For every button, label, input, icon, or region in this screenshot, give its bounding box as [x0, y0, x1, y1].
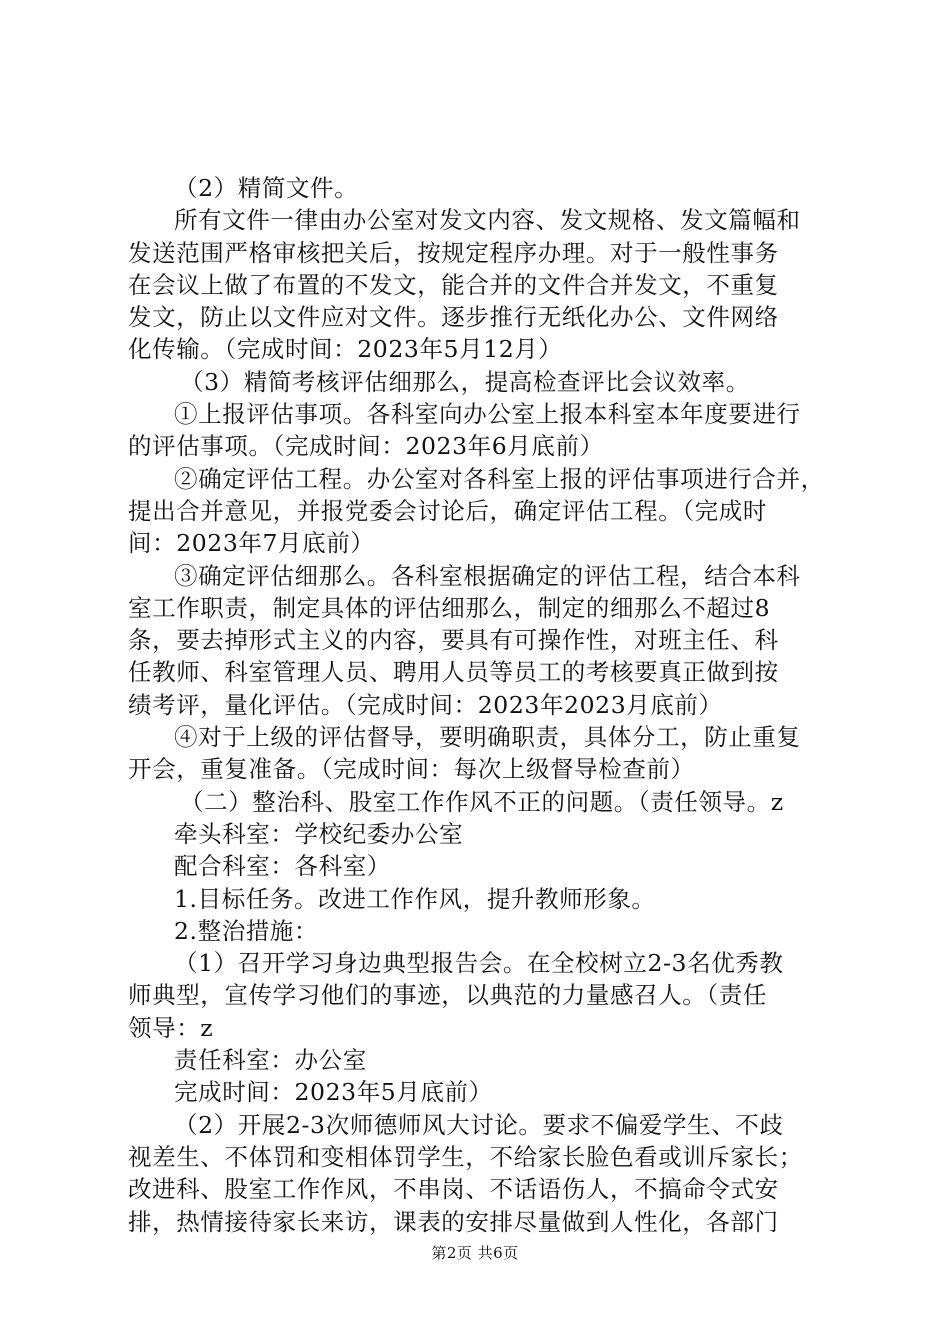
- text-line: 的评估事项。（完成时间：2023年6月底前）: [128, 432, 604, 461]
- text-line: 责任科室：办公室: [174, 1046, 367, 1075]
- text-line: 师典型，宣传学习他们的事迹，以典范的力量感召人。（责任: [128, 981, 767, 1010]
- text-line: 2.整治措施：: [174, 916, 319, 945]
- text-line: 配合科室：各科室）: [174, 852, 391, 881]
- text-line: （二）整治科、股室工作作风不正的问题。（责任领导。z: [180, 787, 784, 816]
- page-number-footer: 第2页 共6页: [431, 1244, 519, 1262]
- text-line: 开会，重复准备。（完成时间：每次上级督导检查前）: [128, 755, 695, 784]
- text-line: 发送范围严格审核把关后，按规定程序办理。对于一般性事务: [128, 238, 779, 267]
- paragraph: [128, 721, 840, 786]
- text-line: （1）召开学习身边典型报告会。在全校树立2-3名优秀教: [174, 949, 784, 978]
- paragraph: [128, 786, 840, 818]
- text-line: 任教师、科室管理人员、聘用人员等员工的考核要真正做到按: [128, 658, 779, 687]
- text-line: 绩考评，量化评估。（完成时间：2023年2023月底前）: [128, 690, 723, 719]
- text-line: 间：2023年7月底前）: [128, 529, 375, 558]
- text-line: ②确定评估工程。办公室对各科室上报的评估事项进行合并，: [174, 464, 825, 493]
- text-line: 提出合并意见，并报党委会讨论后，确定评估工程。（完成时: [128, 496, 767, 525]
- text-line: 条，要去掉形式主义的内容，要具有可操作性，对班主任、科: [128, 626, 779, 655]
- text-line: ①上报评估事项。各科室向办公室上报本科室本年度要进行: [174, 400, 801, 429]
- paragraph: [128, 947, 840, 1044]
- text-line: （2）开展2-3次师德师风大讨论。要求不偏爱学生、不歧: [174, 1110, 784, 1139]
- text-line: 所有文件一律由办公室对发文内容、发文规格、发文篇幅和: [174, 206, 801, 235]
- text-line: 排，热情接待家长来访，课表的安排尽量做到人性化，各部门: [128, 1207, 779, 1236]
- paragraph: [128, 204, 840, 365]
- text-line: （2）精简文件。: [174, 174, 359, 202]
- text-line: 在会议上做了布置的不发文，能合并的文件合并发文，不重复: [128, 270, 779, 299]
- paragraph: [128, 1044, 840, 1076]
- text-line: 领导：z: [128, 1013, 214, 1042]
- paragraph: [128, 883, 840, 915]
- text-line: 室工作职责，制定具体的评估细那么，制定的细那么不超过8: [128, 593, 771, 622]
- text-line: 视差生、不体罚和变相体罚学生，不给家长脸色看或训斥家长；: [128, 1142, 803, 1171]
- paragraph: [128, 818, 840, 850]
- text-line: （3）精简考核评估细那么，提高检查评比会议效率。: [180, 367, 750, 396]
- text-line: ③确定评估细那么。各科室根据确定的评估工程，结合本科: [174, 561, 801, 590]
- text-line: 完成时间：2023年5月底前）: [174, 1078, 493, 1107]
- paragraph: [128, 1109, 840, 1238]
- paragraph: [128, 463, 840, 560]
- text-line: ④对于上级的评估督导，要明确职责，具体分工，防止重复: [174, 723, 801, 752]
- text-line: 1.目标任务。改进工作作风，提升教师形象。: [174, 884, 656, 913]
- document-body: [128, 172, 840, 1238]
- paragraph: [128, 172, 840, 204]
- text-line: 发文，防止以文件应对文件。逐步推行无纸化办公、文件网络: [128, 303, 779, 332]
- text-line: 牵头科室：学校纪委办公室: [174, 819, 464, 848]
- paragraph: [128, 850, 840, 882]
- paragraph: [128, 560, 840, 721]
- paragraph: [128, 366, 840, 398]
- paragraph: [128, 1076, 840, 1108]
- text-line: 改进科、股室工作作风，不串岗、不话语伤人，不搞命令式安: [128, 1175, 779, 1204]
- paragraph: [128, 398, 840, 463]
- text-line: 化传输。（完成时间：2023年5月12月）: [128, 335, 563, 364]
- paragraph: [128, 915, 840, 947]
